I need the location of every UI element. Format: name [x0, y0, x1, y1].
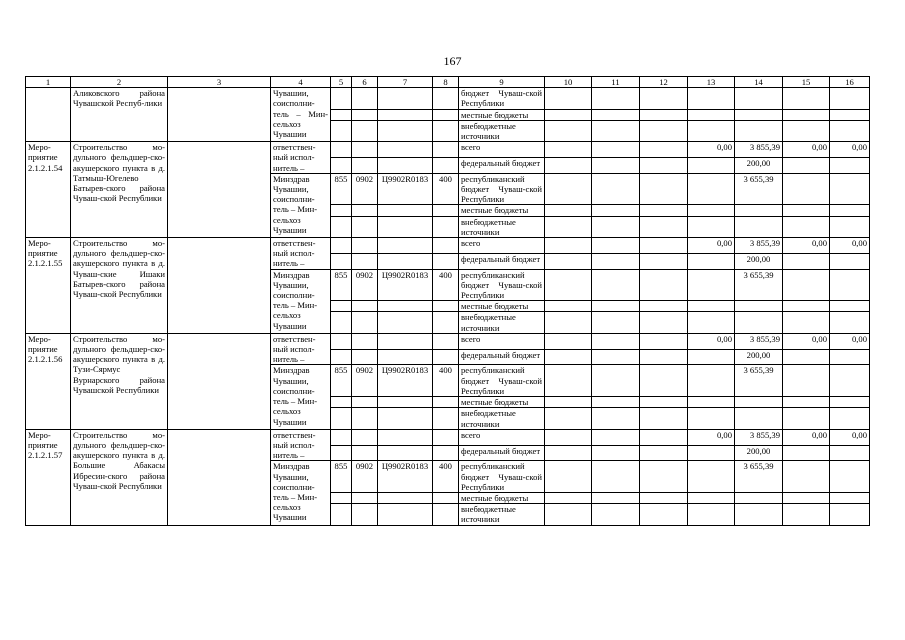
measure-name: Строительство мо-дульного фельдшер-ско-акушерского пункта в д. Тузи-Сярмус Вурнарского района Чувашской Республики [71, 333, 168, 429]
source-cell: республиканский бюджет Чуваш-ской Республики [459, 269, 545, 301]
code-rzpr: 0902 [352, 269, 378, 301]
col-header: 13 [688, 77, 735, 88]
executor-line: ный испол- [273, 152, 315, 163]
source-cell: местные бюджеты [459, 397, 545, 408]
measure-name: Аликовского района Чувашской Респуб-лики [71, 88, 168, 142]
measure-label: Меро-приятие 2.1.2.1.54 [26, 142, 71, 238]
value-cell: 0,00 [830, 238, 870, 254]
source-cell: всего [459, 429, 545, 445]
source-cell: местные бюджеты [459, 109, 545, 120]
col-header: 8 [433, 77, 459, 88]
code-csr: Ц9902R0183 [378, 269, 433, 301]
executor-line: Минздрав Чувашии, соисполни- [273, 365, 315, 396]
table-row [26, 429, 870, 445]
value-cell: 0,00 [688, 142, 735, 158]
source-cell: всего [459, 333, 545, 349]
source-cell: бюджет Чуваш-ской Республики [459, 88, 545, 109]
source-cell: всего [459, 142, 545, 158]
source-cell: республиканский бюджет Чуваш-ской Республики [459, 365, 545, 397]
source-cell: местные бюджеты [459, 492, 545, 503]
source-cell: федеральный бюджет [459, 253, 545, 269]
value-cell: 0,00 [830, 333, 870, 349]
table-row [26, 88, 870, 109]
col-header: 14 [735, 77, 783, 88]
measure-name: Строительство мо-дульного фельдшер-ско-акушерского пункта в д. Чуваш-ские Ишаки Батырев-ского района Чуваш-ской Республики [71, 238, 168, 334]
code-rzpr: 0902 [352, 173, 378, 205]
executor-line: ответствен- [273, 429, 316, 440]
table-row [26, 333, 870, 349]
code-csr: Ц9902R0183 [378, 461, 433, 493]
code-csr: Ц9902R0183 [378, 173, 433, 205]
source-cell: республиканский бюджет Чуваш-ской Республики [459, 461, 545, 493]
executor-line: тель – Мин- [273, 300, 318, 311]
code-grbs: 855 [331, 269, 352, 301]
col-header: 6 [352, 77, 378, 88]
measure-label: Меро-приятие 2.1.2.1.57 [26, 429, 71, 525]
source-cell: федеральный бюджет [459, 158, 545, 174]
executor-line: нитель – [273, 162, 305, 173]
executor-cell [271, 365, 331, 429]
value-cell: 0,00 [830, 142, 870, 158]
col-header: 4 [271, 77, 331, 88]
col-header: 10 [545, 77, 592, 88]
value-cell: 0,00 [783, 333, 830, 349]
col-header: 9 [459, 77, 545, 88]
executor-line: Минздрав Чувашии, соисполни- [273, 461, 315, 492]
source-cell: внебюджетные источники [459, 216, 545, 237]
executor-line: ный испол- [273, 439, 315, 450]
executor-line: сельхоз [273, 310, 301, 321]
executor-line: сельхоз [273, 406, 301, 417]
code-rzpr: 0902 [352, 461, 378, 493]
value-cell: 3 655,39 [735, 173, 783, 205]
executor-cell [271, 142, 331, 174]
executor-line: нитель – [273, 258, 305, 269]
executor-line: сельхоз [273, 502, 301, 513]
executor-line: Чувашии [273, 512, 307, 523]
col-header: 3 [168, 77, 271, 88]
page-number: 167 [443, 54, 462, 68]
executor-line: Минздрав Чувашии, соисполни- [273, 269, 315, 301]
code-grbs: 855 [331, 173, 352, 205]
value-cell: 0,00 [783, 142, 830, 158]
code-vr: 400 [433, 269, 459, 301]
executor-line: Минздрав Чувашии, соисполни- [273, 173, 315, 205]
value-cell: 0,00 [688, 429, 735, 445]
col-header: 15 [783, 77, 830, 88]
executor-line: сельхоз [273, 214, 301, 225]
executor-cell [271, 238, 331, 270]
source-cell: республиканский бюджет Чуваш-ской Республики [459, 173, 545, 205]
source-cell: местные бюджеты [459, 301, 545, 312]
source-cell: местные бюджеты [459, 205, 545, 216]
executor-line: ный испол- [273, 344, 315, 355]
col-header: 11 [592, 77, 640, 88]
code-vr: 400 [433, 365, 459, 397]
value-cell: 3 855,39 [735, 333, 783, 349]
program-table [25, 76, 870, 526]
executor-line: Чувашии [273, 224, 307, 235]
value-cell: 3 655,39 [735, 461, 783, 493]
col-header: 16 [830, 77, 870, 88]
executor-line: Чувашии [273, 416, 307, 427]
value-cell: 3 655,39 [735, 269, 783, 301]
header-row [26, 77, 870, 88]
executor-cell [271, 173, 331, 237]
table-row [26, 142, 870, 158]
measure-name: Строительство мо-дульного фельдшер-ско-акушерского пункта в д. Татмыш-Югелево Батырев-ского района Чуваш-ской Республики [71, 142, 168, 238]
executor-cell [271, 333, 331, 365]
value-cell: 3 855,39 [735, 238, 783, 254]
source-cell: внебюджетные источники [459, 312, 545, 333]
measure-label: Меро-приятие 2.1.2.1.56 [26, 333, 71, 429]
measure-name: Строительство мо-дульного фельдшер-ско-акушерского пункта в д. Большие Абакасы Ибресин-ского района Чуваш-ской Республики [71, 429, 168, 525]
code-csr: Ц9902R0183 [378, 365, 433, 397]
source-cell: внебюджетные источники [459, 504, 545, 525]
value-cell: 0,00 [783, 238, 830, 254]
source-cell: внебюджетные источники [459, 120, 545, 141]
value-cell: 200,00 [735, 349, 783, 365]
executor-line: ный испол- [273, 248, 315, 259]
col-header: 2 [71, 77, 168, 88]
value-cell: 3 855,39 [735, 142, 783, 158]
executor-cell: Чувашии, соисполни-тель – Мин-сельхоз Чувашии [271, 88, 331, 142]
executor-line: тель – Мин- [273, 396, 318, 407]
executor-line: ответствен- [273, 333, 316, 344]
source-cell: федеральный бюджет [459, 349, 545, 365]
col-header: 7 [378, 77, 433, 88]
source-cell: внебюджетные источники [459, 408, 545, 429]
value-cell: 0,00 [783, 429, 830, 445]
code-grbs: 855 [331, 365, 352, 397]
value-cell: 0,00 [830, 429, 870, 445]
value-cell: 200,00 [735, 445, 783, 461]
table-row [26, 238, 870, 254]
executor-line: Чувашии [273, 320, 307, 331]
code-grbs: 855 [331, 461, 352, 493]
code-vr: 400 [433, 461, 459, 493]
value-cell: 200,00 [735, 158, 783, 174]
value-cell: 3 855,39 [735, 429, 783, 445]
measure-label: Меро-приятие 2.1.2.1.55 [26, 238, 71, 334]
executor-cell [271, 461, 331, 525]
executor-line: ответствен- [273, 142, 316, 153]
executor-line: нитель – [273, 450, 305, 461]
executor-line: тель – Мин- [273, 204, 318, 215]
executor-cell [271, 269, 331, 333]
source-cell: всего [459, 238, 545, 254]
code-vr: 400 [433, 173, 459, 205]
executor-cell [271, 429, 331, 461]
value-cell: 3 655,39 [735, 365, 783, 397]
col-header: 1 [26, 77, 71, 88]
value-cell: 0,00 [688, 333, 735, 349]
value-cell: 0,00 [688, 238, 735, 254]
value-cell: 200,00 [735, 253, 783, 269]
code-rzpr: 0902 [352, 365, 378, 397]
executor-line: нитель – [273, 354, 305, 365]
executor-line: тель – Мин- [273, 491, 318, 502]
source-cell: федеральный бюджет [459, 445, 545, 461]
col-header: 12 [640, 77, 688, 88]
col-header: 5 [331, 77, 352, 88]
executor-line: ответствен- [273, 238, 316, 249]
